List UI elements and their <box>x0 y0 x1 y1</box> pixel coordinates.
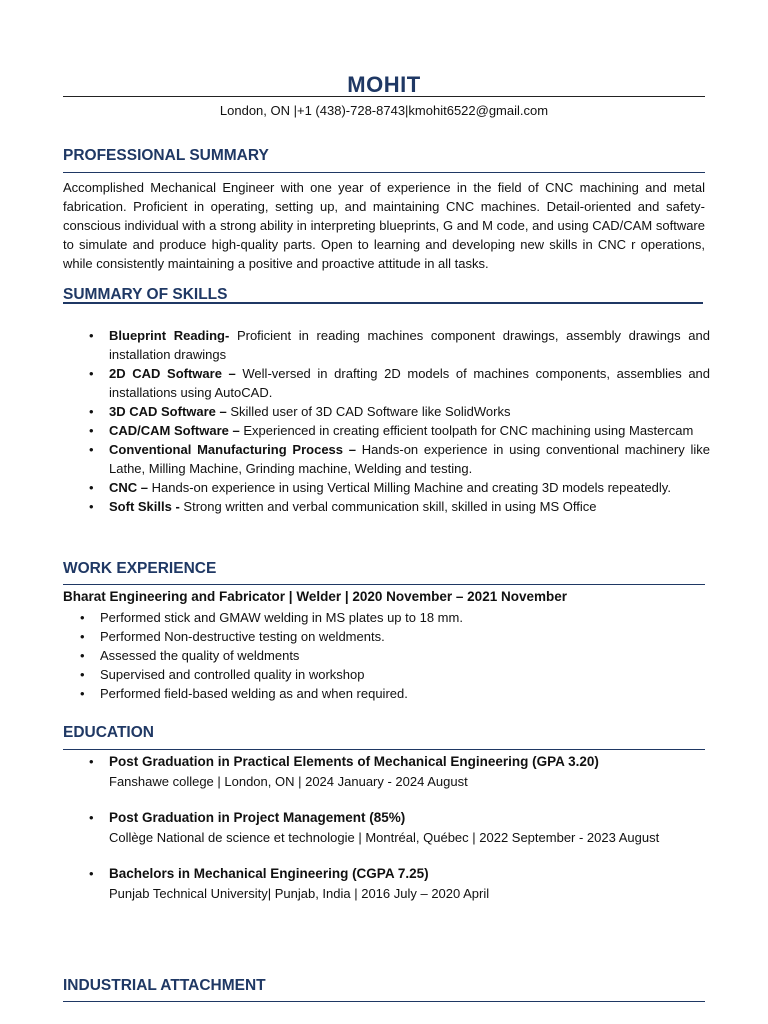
education-item <box>89 808 709 848</box>
degree-detail: Punjab Technical University| Punjab, India | 2016 July – 2020 April <box>109 886 490 901</box>
duty-text: Assessed the quality of weldments <box>100 648 300 663</box>
bullet-icon: • <box>89 810 94 825</box>
skill-label: Conventional Manufacturing Process – <box>109 442 357 457</box>
education-heading: EDUCATION <box>63 724 154 741</box>
duty-text: Performed stick and GMAW welding in MS plates up to 18 mm. <box>100 610 463 625</box>
list-item <box>89 478 710 497</box>
bullet-icon: • <box>89 754 94 769</box>
skill-text: Well-versed in drafting 2D models of machines components, assemblies and installations using AutoCAD. <box>109 366 711 400</box>
skill-text: Experienced in creating efficient toolpath for CNC machining using Mastercam <box>239 423 694 438</box>
list-item <box>89 402 710 421</box>
skill-text: Skilled user of 3D CAD Software like SolidWorks <box>226 404 511 419</box>
list-item <box>80 627 700 646</box>
name-divider <box>63 96 705 97</box>
degree-title: Post Graduation in Practical Elements of Mechanical Engineering (GPA 3.20) <box>109 754 599 769</box>
work-heading: WORK EXPERIENCE <box>63 560 217 577</box>
bullet-icon: • <box>89 404 94 419</box>
degree-detail: Fanshawe college | London, ON | 2024 January - 2024 August <box>109 774 468 789</box>
bullet-icon: • <box>89 442 94 457</box>
skill-label: Soft Skills - <box>109 499 180 514</box>
duty-text: Supervised and controlled quality in workshop <box>100 667 365 682</box>
duty-text: Performed Non-destructive testing on weldments. <box>100 629 385 644</box>
work-divider <box>63 584 705 585</box>
contact-line: London, ON |+1 (438)-728-8743|kmohit6522@gmail.com <box>219 103 549 118</box>
list-item <box>89 364 711 402</box>
bullet-icon: • <box>89 328 94 343</box>
degree-title: Post Graduation in Project Management (85%) <box>109 810 406 825</box>
bullet-icon: • <box>80 648 85 663</box>
list-item <box>80 608 700 627</box>
bullet-icon: • <box>89 499 94 514</box>
degree-detail: Collège National de science et technologie | Montréal, Québec | 2022 September - 2023 August <box>109 830 660 845</box>
skill-text: Hands-on experience in using Vertical Milling Machine and creating 3D models repeatedly. <box>148 480 671 495</box>
bullet-icon: • <box>80 629 85 644</box>
education-item <box>89 864 709 904</box>
list-item <box>80 646 700 665</box>
skill-label: CNC – <box>109 480 149 495</box>
skill-text: Hands-on experience in using conventional machinery like Lathe, Milling Machine, Grinding machine, Welding and testing. <box>109 442 711 476</box>
list-item <box>80 665 700 684</box>
skill-label: 3D CAD Software – <box>109 404 227 419</box>
education-divider <box>63 749 705 750</box>
duty-text: Performed field-based welding as and when required. <box>100 686 408 701</box>
industrial-divider <box>63 1001 705 1002</box>
candidate-name: MOHIT <box>347 72 421 97</box>
skills-list <box>89 326 711 516</box>
degree-title: Bachelors in Mechanical Engineering (CGPA 7.25) <box>109 866 429 881</box>
skill-text: Proficient in reading machines component drawings, assembly drawings and installation drawings <box>109 328 710 362</box>
list-item <box>89 497 710 516</box>
skill-text: Strong written and verbal communication skill, skilled in using MS Office <box>179 499 597 514</box>
work-duties-list <box>80 608 700 703</box>
list-item <box>89 421 710 440</box>
summary-text: Accomplished Mechanical Engineer with one year of experience in the field of CNC machining and metal fabrication. Proficient in operating, setting up, and maintaining CNC machines. Detail-oriented and safety-conscious individual with a strong ability in interpreting blueprints, G and M code, and using CAD/CAM software to simulate and produce high-quality parts. Open to learning and developing new skills in CNC r operations, while consistently maintaining a positive and proactive attitude in all tasks. <box>63 180 705 271</box>
education-item <box>89 752 709 792</box>
summary-divider <box>63 172 705 173</box>
bullet-icon: • <box>80 610 85 625</box>
bullet-icon: • <box>80 667 85 682</box>
skill-label: Blueprint Reading- <box>109 328 230 343</box>
industrial-heading: INDUSTRIAL ATTACHMENT <box>63 977 266 994</box>
skill-label: 2D CAD Software – <box>109 366 236 381</box>
bullet-icon: • <box>89 480 94 495</box>
summary-heading: PROFESSIONAL SUMMARY <box>63 147 269 164</box>
job-title: Bharat Engineering and Fabricator | Welder | 2020 November – 2021 November <box>63 589 567 604</box>
bullet-icon: • <box>89 866 94 881</box>
list-item <box>89 440 711 478</box>
list-item <box>89 326 710 364</box>
list-item <box>80 684 700 703</box>
bullet-icon: • <box>80 686 85 701</box>
bullet-icon: • <box>89 366 94 381</box>
skills-heading: SUMMARY OF SKILLS <box>63 286 228 303</box>
skills-divider <box>63 302 703 304</box>
bullet-icon: • <box>89 423 94 438</box>
skill-label: CAD/CAM Software – <box>109 423 240 438</box>
